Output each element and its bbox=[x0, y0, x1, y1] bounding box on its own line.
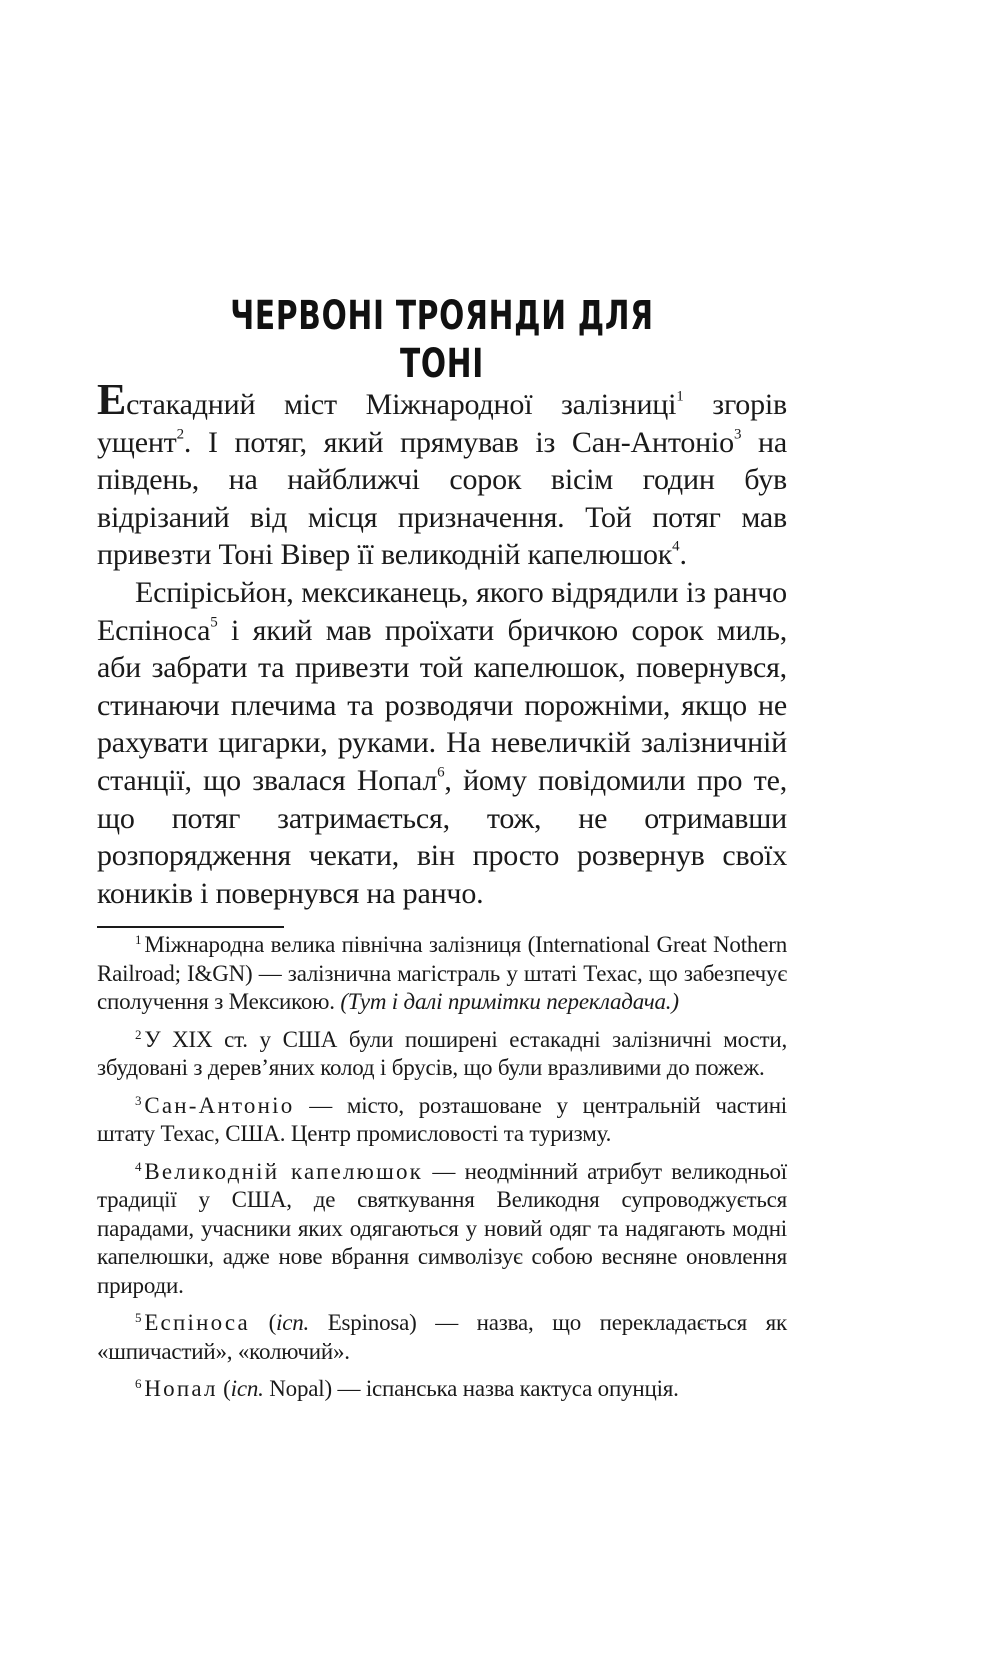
footnote-3 bbox=[97, 1092, 787, 1149]
footnote-2 bbox=[97, 1026, 787, 1083]
paragraph-text: Еспірісьйон, мексиканець, якого відрядили із ранчо Еспіноса bbox=[97, 575, 787, 647]
footnote-text: ( bbox=[217, 1376, 231, 1401]
footnote-term: Сан-Антоніо bbox=[144, 1092, 295, 1118]
footnote-text: У XIX ст. у США були поширені естакадні залізничні мости, збудовані з дерев’яних колод і брусів, що були вразливими до пожеж. bbox=[97, 1026, 787, 1080]
footnote-number: 4 bbox=[135, 1158, 142, 1174]
footnote-divider bbox=[97, 926, 284, 928]
footnote-6 bbox=[97, 1375, 787, 1404]
footnote-ref-6[interactable]: 6 bbox=[437, 764, 445, 781]
chapter-title: ЧЕРВОНІ ТРОЯНДИ ДЛЯ ТОНІ bbox=[230, 293, 654, 387]
footnote-term: Нопал bbox=[144, 1376, 218, 1401]
footnote-ref-4[interactable]: 4 bbox=[672, 538, 680, 555]
footnote-number: 6 bbox=[135, 1376, 142, 1392]
footnote-number: 3 bbox=[135, 1092, 142, 1108]
footnote-1 bbox=[97, 931, 787, 1017]
footnote-term: Великодній капелюшок bbox=[144, 1158, 424, 1184]
footnote-ref-3[interactable]: 3 bbox=[733, 426, 742, 443]
footnote-number: 1 bbox=[135, 932, 142, 948]
footnote-text: Міжнародна велика північна залізниця (International Great Nothern Railroad; I&GN) — залізнична магістраль у штаті Техас, що забезпечує сполучення з Мексикою. bbox=[97, 932, 787, 1014]
footnote-text: — неодмінний атрибут великодньої традиції у США, де святкування Великодня супроводжується парадами, учасники яких одягаються у новий одяг та надягають модні капелюшки, адже нове вбрання символізує собою весняне оновлення природи. bbox=[97, 1158, 787, 1298]
paragraph-text: згорів ущент bbox=[97, 388, 787, 459]
footnote-4 bbox=[97, 1158, 787, 1301]
paragraph-text: і який мав проїхати бричкою сорок миль, аби забрати та привезти той капелюшок, повернувся, стинаючи плечима та розводячи порожніми, якщо не рахувати цигарки, руками. На невеличкій залізничній станції, що звалася Нопал bbox=[97, 613, 787, 797]
paragraph-2 bbox=[97, 574, 787, 912]
paragraph-text: на південь, на найближчі сорок вісім годин був відрізаний від місця призначення. Той потяг мав привезти Тоні Вівер її великодній капелюшок bbox=[97, 425, 787, 572]
footnote-number: 5 bbox=[135, 1310, 142, 1326]
footnote-text: Espinosa) — назва, що перекладається як «шпичастий», «колючий». bbox=[97, 1310, 787, 1364]
footnote-abbreviation: ісп. bbox=[230, 1376, 264, 1401]
footnote-5 bbox=[97, 1309, 787, 1366]
footnotes bbox=[97, 931, 787, 1413]
paragraph-text: . bbox=[679, 538, 687, 572]
footnote-text: ( bbox=[249, 1310, 277, 1335]
footnote-ref-1[interactable]: 1 bbox=[676, 388, 684, 405]
book-page bbox=[97, 0, 787, 1654]
initial-letter: Е bbox=[97, 375, 127, 424]
paragraph-1 bbox=[97, 375, 787, 574]
footnote-ref-2[interactable]: 2 bbox=[176, 426, 184, 443]
footnote-term: Еспіноса bbox=[144, 1310, 250, 1335]
footnote-ref-5[interactable]: 5 bbox=[210, 614, 218, 631]
footnote-text: — місто, розташоване у центральній частині штату Техас, США. Центр промисловості та туризму. bbox=[97, 1092, 787, 1146]
paragraph-text: , йому повідомили про те, що потяг затримається, тож, не отримавши розпорядження чекати, він просто розвернув своїх коників і повернувся на ранчо. bbox=[97, 763, 788, 910]
paragraph-text: . І потяг, який прямував із Сан-Антоніо bbox=[183, 425, 734, 459]
footnote-text: Nopal) — іспанська назва кактуса опунція. bbox=[263, 1376, 679, 1401]
footnote-italic-note: (Тут і далі примітки перекладача.) bbox=[340, 989, 679, 1014]
chapter-body bbox=[97, 375, 788, 912]
footnote-abbreviation: ісп. bbox=[276, 1310, 310, 1335]
footnote-number: 2 bbox=[135, 1026, 142, 1042]
paragraph-text: стакадний міст Міжнародної залізниці bbox=[126, 388, 677, 421]
